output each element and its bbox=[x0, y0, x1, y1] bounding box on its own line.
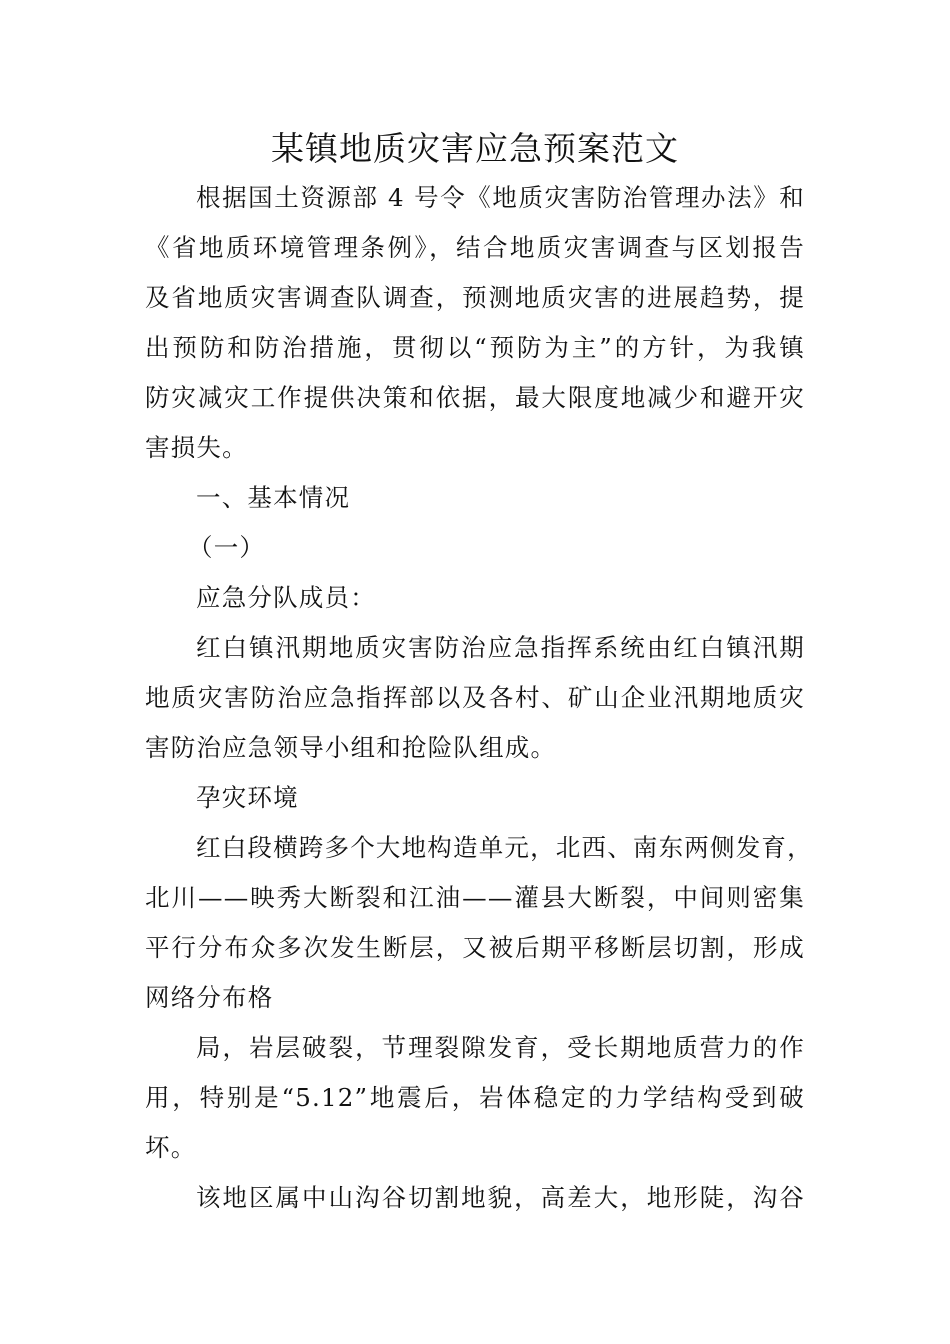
paragraph-line: 地质灾害防治应急指挥部以及各村、矿山企业汛期地质灾 bbox=[145, 683, 805, 712]
paragraph-line: 平行分布众多次发生断层，又被后期平移断层切割，形成 bbox=[145, 933, 805, 962]
paragraph-line: 红白镇汛期地质灾害防治应急指挥系统由红白镇汛期 bbox=[196, 633, 805, 662]
paragraph-line: 害损失。 bbox=[145, 433, 248, 462]
paragraph-line: 网络分布格 bbox=[145, 983, 274, 1012]
section-heading: 一、基本情况 bbox=[196, 483, 351, 512]
paragraph-line: 根据国土资源部 4 号令《地质灾害防治管理办法》和 bbox=[196, 183, 805, 212]
paragraph-line: 出预防和防治措施，贯彻以“预防为主”的方针，为我镇 bbox=[145, 333, 805, 362]
subsection-label: 应急分队成员： bbox=[196, 583, 376, 612]
paragraph-line: 北川——映秀大断裂和江油——灌县大断裂，中间则密集 bbox=[145, 883, 805, 912]
paragraph-line: 防灾减灾工作提供决策和依据，最大限度地减少和避开灾 bbox=[145, 383, 805, 412]
paragraph-line: 红白段横跨多个大地构造单元，北西、南东两侧发育， bbox=[196, 833, 813, 862]
paragraph-line: 该地区属中山沟谷切割地貌，高差大，地形陡，沟谷 bbox=[196, 1183, 805, 1212]
paragraph-line: 坏。 bbox=[145, 1133, 197, 1162]
paragraph-line: 害防治应急领导小组和抢险队组成。 bbox=[145, 733, 557, 762]
paragraph-line: 《省地质环境管理条例》，结合地质灾害调查与区划报告 bbox=[145, 233, 805, 262]
subsection-heading: （一） bbox=[188, 533, 266, 562]
paragraph-line: 局，岩层破裂，节理裂隙发育，受长期地质营力的作 bbox=[196, 1033, 805, 1062]
paragraph-line: 及省地质灾害调查队调查，预测地质灾害的进展趋势，提 bbox=[145, 283, 805, 312]
subsection-label: 孕灾环境 bbox=[196, 783, 299, 812]
paragraph-line: 用，特别是“5.12”地震后，岩体稳定的力学结构受到破 bbox=[145, 1083, 805, 1112]
document-title: 某镇地质灾害应急预案范文 bbox=[271, 129, 679, 168]
